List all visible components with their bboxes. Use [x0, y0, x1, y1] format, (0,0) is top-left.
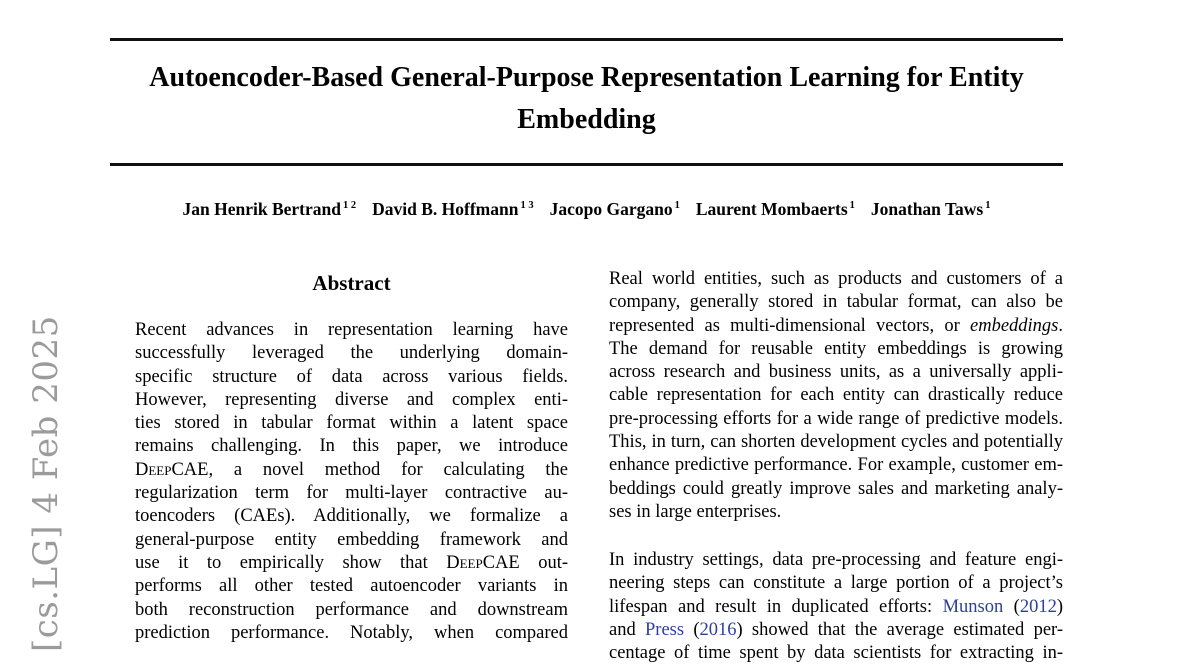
text-segment: DeepCAE [446, 552, 520, 573]
text-line [609, 619, 1063, 642]
text-segment: However, representing diverse and complex enti- [135, 389, 568, 410]
text-line [135, 435, 568, 458]
text-segment: embeddings [970, 315, 1059, 336]
author-name: Jonathan Taws [870, 199, 984, 219]
text-line [609, 549, 1063, 572]
paper-title-line-1: Autoencoder-Based General-Purpose Representation Learning for Entity [149, 62, 1024, 93]
author-affiliation-sup: 1 2 [342, 200, 357, 212]
text-segment: use it to empirically show that [135, 552, 447, 573]
author [183, 199, 357, 219]
text-line [609, 501, 1063, 524]
text-line [609, 315, 1063, 338]
text-segment: beddings could greatly improve sales and marketing analy- [609, 478, 1063, 499]
text-segment: centage of time spent by data scientists for extracting in- [609, 643, 1063, 664]
text-line [609, 572, 1063, 595]
text-line [135, 366, 568, 389]
text-segment: performs all other tested autoencoder variants in [135, 576, 568, 597]
arxiv-category-stamp: [cs.LG] 4 Feb 2025 [26, 315, 66, 652]
text-segment: both reconstruction performance and downstream [135, 599, 568, 620]
text-segment: across research and business units, as a universally appli- [609, 362, 1063, 383]
text-segment: ses in large enterprises. [609, 501, 782, 522]
text-line [609, 596, 1063, 619]
author-name: Jan Henrik Bertrand [182, 199, 341, 219]
text-segment: lifespan and result in duplicated efforts: [609, 596, 943, 617]
text-segment: out- [519, 552, 568, 573]
text-line [135, 459, 568, 482]
text-segment: regularization term for multi-layer contractive au- [135, 483, 568, 504]
author-affiliation-sup: 1 [674, 200, 680, 212]
text-line [609, 291, 1063, 314]
text-segment: represented as multi-dimensional vectors, or [609, 315, 970, 336]
text-line [609, 338, 1063, 361]
text-line [609, 384, 1063, 407]
author [550, 199, 680, 219]
paper-title-line-2: Embedding [517, 104, 656, 135]
text-segment: ties stored in tabular format within a latent space [135, 413, 568, 434]
author [372, 199, 533, 219]
text-line [135, 552, 568, 575]
text-segment: Real world entities, such as products and customers of a [609, 269, 1063, 289]
author-name: David B. Hoffmann [372, 199, 519, 219]
intro-paragraph-1 [609, 268, 1063, 524]
text-segment: successfully leveraged the underlying domain- [135, 343, 568, 364]
author-affiliation-sup: 1 [985, 200, 991, 212]
title-rule-top [110, 38, 1063, 41]
text-segment: pre-processing efforts for a wide range of predictive models. [609, 408, 1063, 429]
text-segment: prediction performance. Notably, when compared [135, 622, 568, 643]
author-affiliation-sup: 1 3 [520, 200, 534, 212]
text-segment: neering steps can constitute a large portion of a project’s [609, 573, 1063, 594]
text-line [135, 389, 568, 412]
citation-link[interactable]: 2016 [699, 619, 737, 640]
text-line [135, 319, 568, 342]
text-segment: general-purpose entity embedding framework and [135, 529, 568, 550]
author-name: Laurent Mombaerts [695, 199, 848, 219]
text-segment: ( [1003, 596, 1020, 617]
text-line [135, 342, 568, 365]
text-line [609, 431, 1063, 454]
text-segment: and [609, 619, 645, 640]
author [696, 199, 855, 219]
text-segment: , a novel method for calculating the [208, 459, 568, 480]
text-segment: Recent advances in representation learning have [135, 320, 568, 340]
abstract-text [135, 319, 568, 645]
text-segment: The demand for reusable entity embeddings is growing [609, 338, 1063, 359]
abstract-heading: Abstract [312, 271, 391, 295]
text-segment: ) showed that the average estimated per- [736, 619, 1063, 640]
text-line [609, 408, 1063, 431]
text-segment: ( [684, 619, 700, 640]
text-segment: . [1058, 315, 1063, 336]
text-segment: toencoders (CAEs). Additionally, we formalize a [135, 506, 568, 527]
citation-link[interactable]: 2012 [1019, 596, 1057, 617]
text-segment: This, in turn, can shorten development cycles and potentially [609, 432, 1063, 453]
text-segment: DeepCAE [135, 459, 209, 480]
citation-link[interactable]: Munson [942, 596, 1004, 617]
author-affiliation-sup: 1 [849, 200, 855, 212]
text-line [609, 478, 1063, 501]
text-line [609, 642, 1063, 665]
citation-link[interactable]: Press [645, 619, 685, 640]
text-segment: specific structure of data across various fields. [135, 366, 568, 387]
text-line [135, 529, 568, 552]
text-line [135, 622, 568, 645]
text-segment: enhance predictive performance. For example, customer em- [609, 455, 1063, 476]
text-line [135, 575, 568, 598]
text-segment: ) [1056, 596, 1063, 617]
text-line [135, 412, 568, 435]
text-segment: cable representation for each entity can drastically reduce [609, 385, 1063, 406]
author-name: Jacopo Gargano [549, 199, 673, 219]
text-line [609, 454, 1063, 477]
text-line [609, 361, 1063, 384]
text-segment: remains challenging. In this paper, we introduce [135, 436, 568, 457]
text-segment: company, generally stored in tabular format, can also be [609, 292, 1063, 313]
text-line [609, 268, 1063, 291]
author-list [110, 199, 1063, 220]
text-segment: In industry settings, data pre-processing and feature engi- [609, 550, 1063, 570]
text-line [135, 505, 568, 528]
text-line [135, 599, 568, 622]
paper-title [110, 57, 1063, 141]
author [871, 199, 991, 219]
text-line [135, 482, 568, 505]
title-rule-bottom [110, 163, 1063, 166]
